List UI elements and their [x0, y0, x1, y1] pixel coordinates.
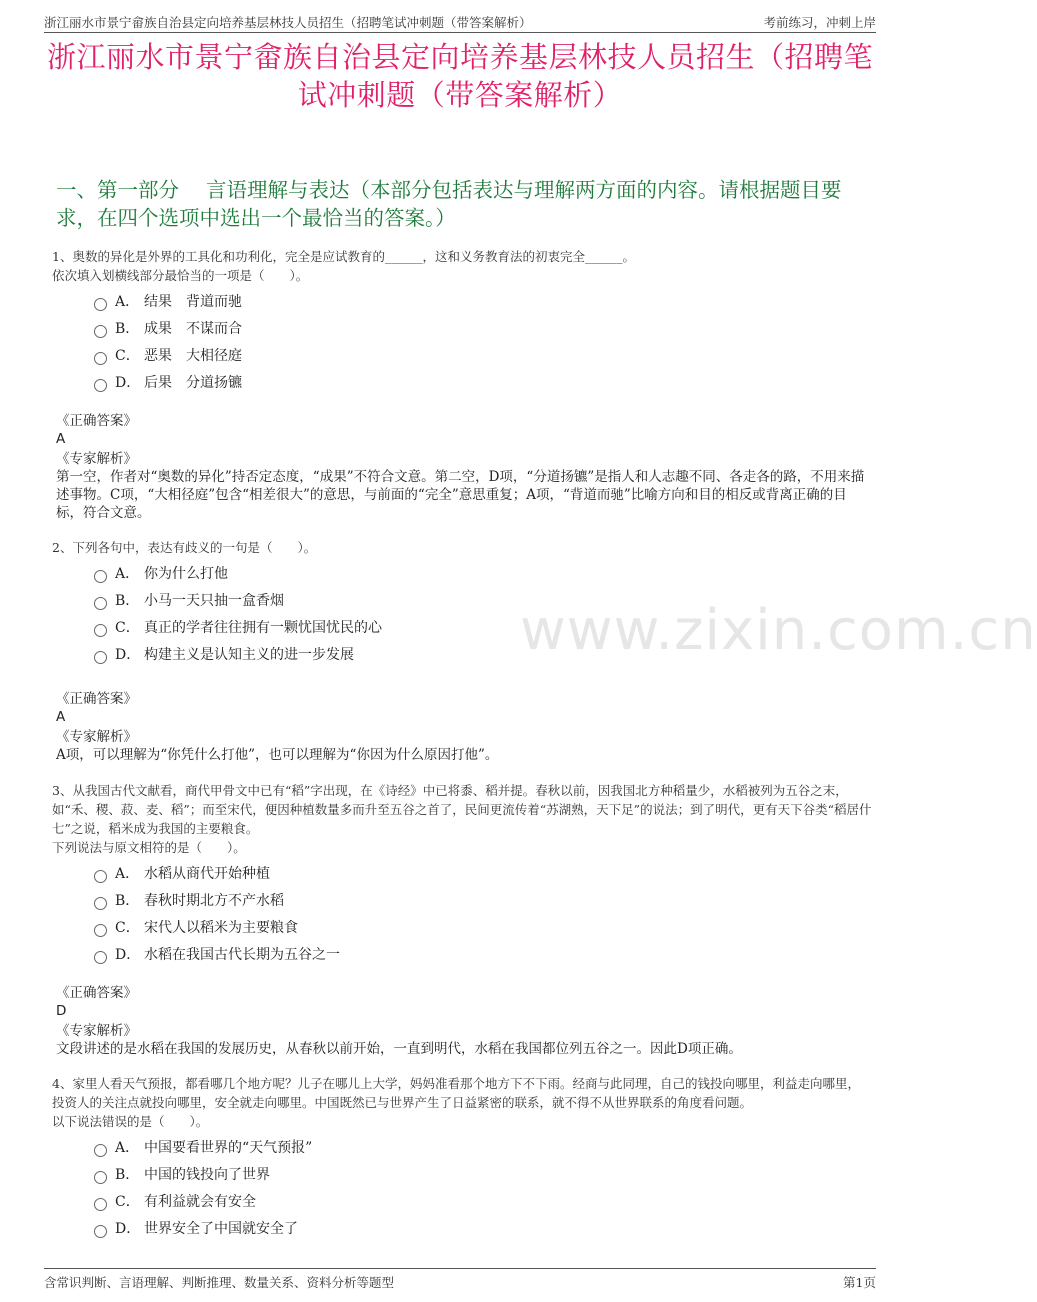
option-a[interactable] [94, 289, 872, 316]
answer-label: 《正确答案》 [56, 691, 137, 707]
option-letter: B． [115, 893, 140, 909]
answer-block-1 [56, 412, 868, 522]
option-text: 春秋时期北方不产水稻 [144, 893, 284, 909]
option-text: 成果 不谋而合 [144, 321, 242, 337]
analysis-label: 《专家解析》 [56, 729, 137, 745]
option-letter: B． [115, 1167, 140, 1183]
radio-icon[interactable] [94, 1198, 107, 1211]
header-doc-title: 浙江丽水市景宁畲族自治县定向培养基层林技人员招生（招聘笔试冲刺题（带答案解析） [44, 15, 532, 30]
option-c[interactable] [94, 615, 872, 642]
option-b[interactable] [94, 588, 872, 615]
answer-value: A [56, 709, 66, 725]
option-text: 你为什么打他 [144, 566, 228, 582]
option-text: 结果 背道而驰 [144, 294, 242, 310]
option-text: 真正的学者往往拥有一颗忧国忧民的心 [144, 620, 382, 636]
analysis-text: A项，可以理解为“你凭什么打他”，也可以理解为“你因为什么原因打他”。 [56, 747, 499, 763]
option-text: 中国的钱投向了世界 [144, 1167, 270, 1183]
option-list [52, 289, 872, 397]
answer-label: 《正确答案》 [56, 413, 137, 429]
option-text: 中国要看世界的“天气预报” [144, 1140, 313, 1156]
option-text: 宋代人以稻米为主要粮食 [144, 920, 298, 936]
option-a[interactable] [94, 561, 872, 588]
option-d[interactable] [94, 370, 872, 397]
page-title: 浙江丽水市景宁畲族自治县定向培养基层林技人员招生（招聘笔试冲刺题（带答案解析） [46, 40, 873, 112]
option-list [52, 861, 872, 969]
analysis-label: 《专家解析》 [56, 1023, 137, 1039]
option-b[interactable] [94, 316, 872, 343]
option-letter: A． [115, 294, 140, 310]
radio-icon[interactable] [94, 379, 107, 392]
radio-icon[interactable] [94, 651, 107, 664]
page-header [44, 10, 876, 33]
radio-icon[interactable] [94, 570, 107, 583]
analysis-text: 第一空，作者对“奥数的异化”持否定态度，“成果”不符合文意。第二空，D项，“分道扬镳”是指人和人志趣不同、各走各的路，不用来描述事物。C项，“大相径庭”包含“相差很大”的意思，与前面的“完全”意思重复；A项，“背道而驰”比喻方向和目的相反或背离正确的目标，符合文意。 [56, 469, 865, 521]
option-letter: C． [115, 348, 140, 364]
question-stem: 2、下列各句中，表达有歧义的一句是（ ）。 [52, 540, 317, 555]
section-heading: 一、第一部分 言语理解与表达（本部分包括表达与理解两方面的内容。请根据题目要求，在四个选项中选出一个最恰当的答案。） [56, 178, 842, 230]
option-c[interactable] [94, 1189, 872, 1216]
option-c[interactable] [94, 915, 872, 942]
option-letter: D． [115, 947, 141, 963]
option-d[interactable] [94, 942, 872, 969]
option-letter: A． [115, 566, 140, 582]
analysis-text: 文段讲述的是水稻在我国的发展历史，从春秋以前开始，一直到明代，水稻在我国都位列五谷之一。因此D项正确。 [56, 1041, 742, 1057]
answer-block-2 [56, 690, 868, 764]
option-letter: D． [115, 375, 141, 391]
page-footer [44, 1268, 876, 1291]
watermark: www.zixin.com.cn [520, 598, 1037, 663]
option-text: 恶果 大相径庭 [144, 348, 242, 364]
page-number: 第1页 [843, 1275, 876, 1290]
option-letter: C． [115, 1194, 140, 1210]
option-c[interactable] [94, 343, 872, 370]
answer-value: A [56, 431, 66, 447]
option-d[interactable] [94, 1216, 872, 1243]
option-text: 水稻从商代开始种植 [144, 866, 270, 882]
radio-icon[interactable] [94, 1171, 107, 1184]
answer-value: D [56, 1003, 67, 1019]
option-letter: B． [115, 321, 140, 337]
option-letter: B． [115, 593, 140, 609]
question-stem: 3、从我国古代文献看，商代甲骨文中已有“稻”字出现，在《诗经》中已将黍、稻并提。春秋以前，因我国北方种稻量少，水稻被列为五谷之末，如“禾、稷、菽、麦、稻”；而至宋代，便因种植数量多而升至五谷之首了，民间更流传着“苏湖熟，天下足”的说法；到了明代，更有天下谷类“稻居什七”之说，稻米成为我国的主要粮食。 [52, 783, 872, 836]
footer-note: 含常识判断、言语理解、判断推理、数量关系、资料分析等题型 [44, 1275, 395, 1290]
option-a[interactable] [94, 861, 872, 888]
option-text: 构建主义是认知主义的进一步发展 [144, 647, 354, 663]
option-letter: C． [115, 620, 140, 636]
radio-icon[interactable] [94, 298, 107, 311]
question-1 [52, 247, 872, 397]
answer-block-3 [56, 984, 868, 1058]
radio-icon[interactable] [94, 1225, 107, 1238]
option-text: 后果 分道扬镳 [144, 375, 242, 391]
analysis-label: 《专家解析》 [56, 451, 137, 467]
header-slogan: 考前练习，冲刺上岸 [763, 15, 876, 30]
radio-icon[interactable] [94, 924, 107, 937]
question-prompt: 以下说法错误的是（ ）。 [52, 1114, 209, 1129]
radio-icon[interactable] [94, 624, 107, 637]
option-text: 有利益就会有安全 [144, 1194, 256, 1210]
option-text: 水稻在我国古代长期为五谷之一 [144, 947, 340, 963]
option-a[interactable] [94, 1135, 872, 1162]
radio-icon[interactable] [94, 897, 107, 910]
question-2 [52, 538, 872, 669]
radio-icon[interactable] [94, 597, 107, 610]
option-b[interactable] [94, 1162, 872, 1189]
radio-icon[interactable] [94, 325, 107, 338]
question-3 [52, 781, 872, 969]
option-text: 小马一天只抽一盒香烟 [144, 593, 284, 609]
option-letter: D． [115, 1221, 141, 1237]
answer-label: 《正确答案》 [56, 985, 137, 1001]
option-letter: A． [115, 1140, 140, 1156]
question-prompt: 下列说法与原文相符的是（ ）。 [52, 840, 246, 855]
option-letter: C． [115, 920, 140, 936]
radio-icon[interactable] [94, 1144, 107, 1157]
option-letter: A． [115, 866, 140, 882]
option-text: 世界安全了中国就安全了 [144, 1221, 298, 1237]
option-d[interactable] [94, 642, 872, 669]
question-stem: 1、奥数的异化是外界的工具化和功利化，完全是应试教育的______，这和义务教育法的初衷完全______。 [52, 249, 635, 264]
radio-icon[interactable] [94, 951, 107, 964]
option-list [52, 561, 872, 669]
question-stem: 4、家里人看天气预报，都看哪几个地方呢？儿子在哪儿上大学，妈妈准看那个地方下不下雨。经商与此同理，自己的钱投向哪里，利益走向哪里，投资人的关注点就投向哪里，安全就走向哪里。中国既然已与世界产生了日益紧密的联系，就不得不从世界联系的角度看问题。 [52, 1076, 860, 1110]
radio-icon[interactable] [94, 352, 107, 365]
question-4 [52, 1074, 872, 1243]
option-letter: D． [115, 647, 141, 663]
question-prompt: 依次填入划横线部分最恰当的一项是（ ）。 [52, 268, 309, 283]
option-list [52, 1135, 872, 1243]
option-b[interactable] [94, 888, 872, 915]
radio-icon[interactable] [94, 870, 107, 883]
